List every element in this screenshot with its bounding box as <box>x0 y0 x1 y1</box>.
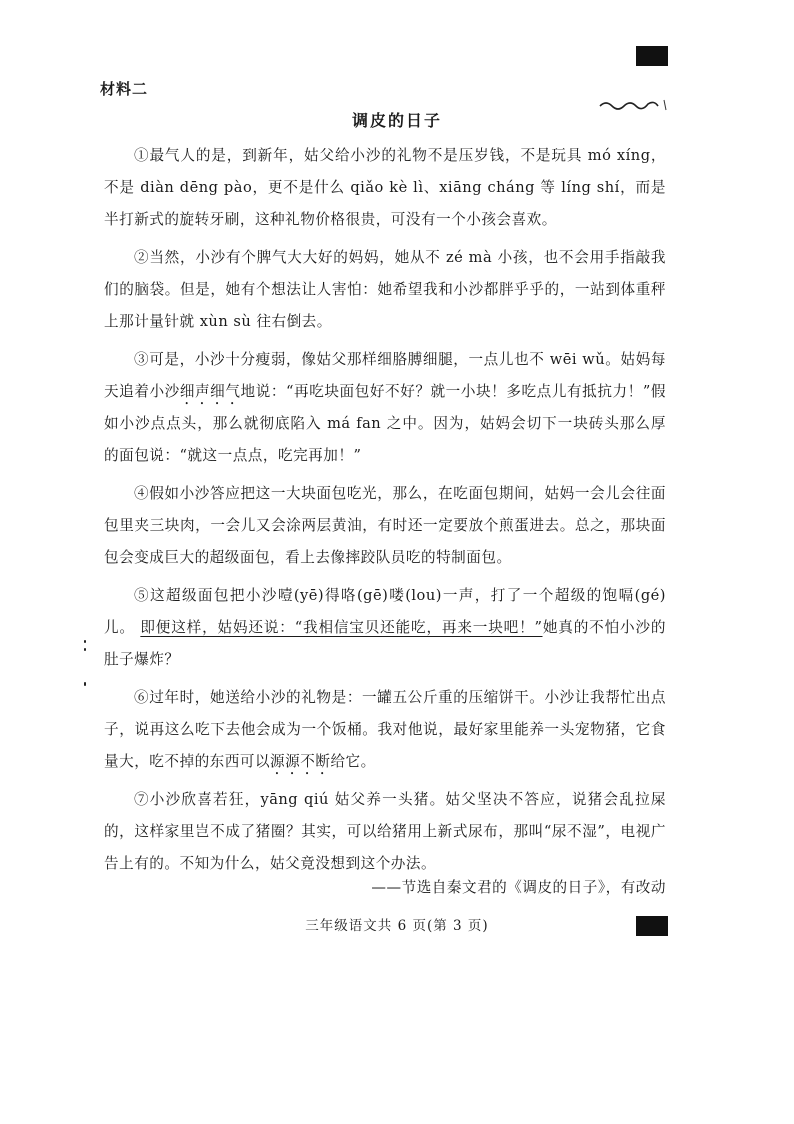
registration-mark-top <box>636 46 668 66</box>
paragraph-7: ⑦小沙欣喜若狂，yāng qiú 姑父养一头猪。姑父坚决不答应，说猪会乱拉屎的，这样家里岂不成了猪圈？其实，可以给猪用上新式尿布，那叫“尿不湿”，电视广告上有的。不知为什么，姑父竟没想到这个办法。 <box>104 791 666 872</box>
section-label: 材料二 <box>100 80 149 98</box>
paragraph-2: ②当然，小沙有个脾气大大好的妈妈，她从不 zé mà 小孩，也不会用手指敲我们的脑袋。但是，她有个想法让人害怕：她希望我和小沙都胖乎乎的，一站到体重秤上那计量针就 xùn sù 往右倒去。 <box>104 249 666 330</box>
paragraph-6-text-a: ⑥过年时，她送给小沙的礼物是：一罐五公斤重的压缩饼干。小沙让我帮忙出点子，说再这么吃下去他会成为一个饭桶。我对他说，最好家里能养一头宠物猪，它食量大，吃不掉的东西可以 <box>104 689 666 770</box>
passage-body <box>104 140 666 886</box>
paragraph-5-text-a: ⑤这超级面包把小沙噎(yē)得咯(gē)喽(lou)一声，打了一个超级的饱嗝(gé)儿。 <box>104 587 666 636</box>
dotted-phrase-yuanyuan-buduan: 源源不断 <box>270 753 331 770</box>
paragraph-3-text-a: ③可是，小沙十分瘦弱，像姑父那样细胳膊细腿，一点儿也不 wēi wǔ。姑妈每天追着小沙 <box>104 351 666 400</box>
paragraph-3-text-b: 地说：“再吃块面包好不好？就一小块！多吃点儿有抵抗力！”假如小沙点点头，那么就彻底陷入 má fan 之中。因为，姑妈会切下一块砖头那么厚的面包说：“就这一点点，吃完再加！” <box>104 383 666 464</box>
paragraph-6-text-b: 给它。 <box>330 753 376 770</box>
dotted-phrase-xisheng-xiqi: 细声细气 <box>179 383 241 400</box>
paragraph-1: ①最气人的是，到新年，姑父给小沙的礼物不是压岁钱，不是玩具 mó xíng，不是 diàn dēng pào，更不是什么 qiǎo kè lì、xiāng cháng 等 líng shí，而是半打新式的旋转牙刷，这种礼物价格很贵，可没有一个小孩会喜欢。 <box>104 147 666 228</box>
scan-speck <box>84 682 86 686</box>
source-attribution: ——节选自秦文君的《调皮的日子》，有改动 <box>371 879 666 896</box>
paragraph-3 <box>104 344 666 472</box>
paragraph-4: ④假如小沙答应把这一大块面包吃光，那么，在吃面包期间，姑妈一会儿会往面包里夹三块肉，一会儿又会涂两层黄油，有时还一定要放个煎蛋进去。总之，那块面包会变成巨大的超级面包，看上去像摔跤队员吃的特制面包。 <box>104 485 666 566</box>
scan-speck <box>84 640 86 643</box>
scan-speck <box>84 648 86 651</box>
passage-title: 调皮的日子 <box>351 111 442 130</box>
registration-mark-bottom <box>636 916 668 936</box>
paragraph-5-text-b: 她真的不怕小沙的肚子爆炸？ <box>104 619 666 668</box>
page-footer: 三年级语文共 6 页(第 3 页) <box>305 918 489 934</box>
underlined-sentence: 即便这样，姑妈还说：“我相信宝贝还能吃，再来一块吧！” <box>140 619 543 636</box>
paragraph-6 <box>104 682 666 778</box>
paragraph-5 <box>104 580 666 676</box>
